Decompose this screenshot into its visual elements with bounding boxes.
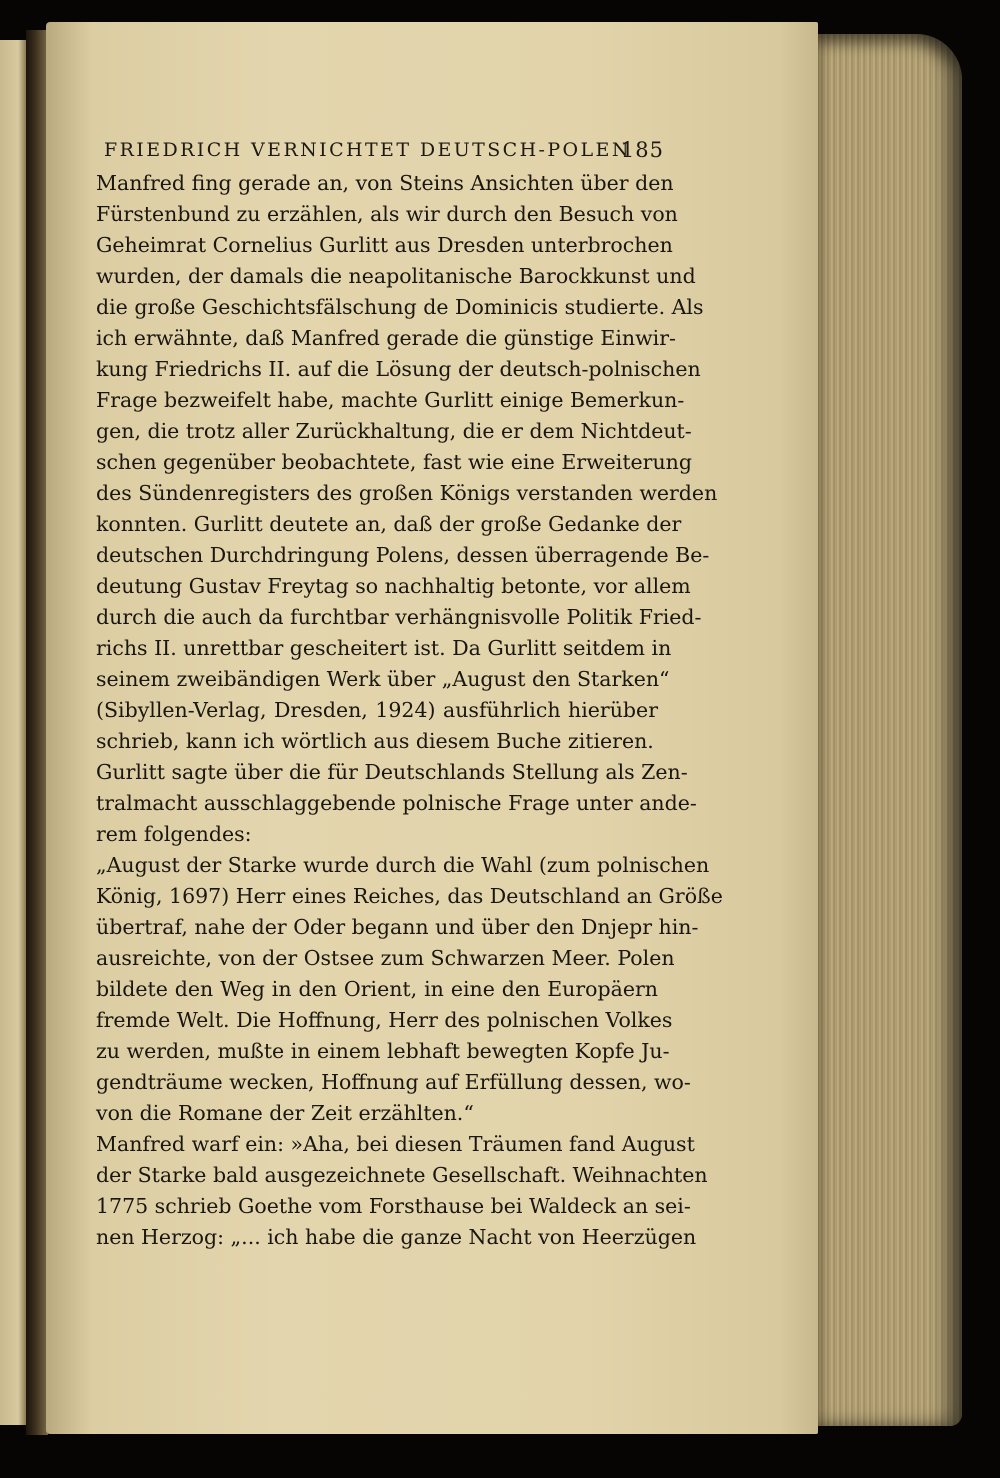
text-line: richs II. unrettbar gescheitert ist. Da Gurlitt seitdem in	[96, 636, 672, 660]
text-line: fremde Welt. Die Hoffnung, Herr des polnischen Volkes	[96, 1008, 673, 1032]
text-line: Manfred warf ein: »Aha, bei diesen Träumen fand August	[96, 1132, 695, 1156]
text-line: deutung Gustav Freytag so nachhaltig betonte, vor allem	[96, 574, 691, 598]
text-line: „August der Starke wurde durch die Wahl (zum polnischen	[96, 853, 710, 877]
text-line: Geheimrat Cornelius Gurlitt aus Dresden unterbrochen	[96, 233, 673, 257]
text-line: die große Geschichtsfälschung de Dominicis studierte. Als	[96, 295, 704, 319]
text-line: 1775 schrieb Goethe vom Forsthause bei Waldeck an sei-	[96, 1194, 691, 1218]
text-line: gen, die trotz aller Zurückhaltung, die er dem Nichtdeut-	[96, 419, 692, 443]
text-line: Gurlitt sagte über die für Deutschlands Stellung als Zen-	[96, 760, 688, 784]
running-head-title: FRIEDRICH VERNICHTET DEUTSCH-POLEN	[104, 139, 631, 161]
text-line: schen gegenüber beobachtete, fast wie eine Erweiterung	[96, 450, 693, 474]
text-line: rem folgendes:	[96, 822, 252, 846]
text-line: schrieb, kann ich wörtlich aus diesem Buche zitieren.	[96, 729, 654, 753]
text-line: wurden, der damals die neapolitanische Barockkunst und	[96, 264, 696, 288]
page-block-edges	[812, 34, 962, 1426]
text-line: konnten. Gurlitt deutete an, daß der große Gedanke der	[96, 512, 682, 536]
running-head	[96, 132, 664, 168]
text-line: ausreichte, von der Ostsee zum Schwarzen Meer. Polen	[96, 946, 675, 970]
text-line: der Starke bald ausgezeichnete Gesellschaft. Weihnachten	[96, 1163, 708, 1187]
text-line: Manfred fing gerade an, von Steins Ansichten über den	[96, 171, 674, 195]
text-line: von die Romane der Zeit erzählten.“	[96, 1101, 474, 1125]
book-gutter	[26, 30, 48, 1435]
page-text-block	[96, 132, 723, 1253]
text-line: seinem zweibändigen Werk über „August den Starken“	[96, 667, 670, 691]
facing-page-edge	[0, 40, 26, 1425]
text-line: durch die auch da furchtbar verhängnisvolle Politik Fried-	[96, 605, 702, 629]
text-line: gendträume wecken, Hoffnung auf Erfüllung dessen, wo-	[96, 1070, 691, 1094]
text-line: König, 1697) Herr eines Reiches, das Deutschland an Größe	[96, 884, 723, 908]
text-line: (Sibyllen-Verlag, Dresden, 1924) ausführlich hierüber	[96, 698, 658, 722]
text-line: bildete den Weg in den Orient, in eine den Europäern	[96, 977, 658, 1001]
page-number: 185	[620, 138, 664, 162]
text-line: Fürstenbund zu erzählen, als wir durch den Besuch von	[96, 202, 678, 226]
text-line: deutschen Durchdringung Polens, dessen überragende Be-	[96, 543, 710, 567]
text-line: des Sündenregisters des großen Königs verstanden werden	[96, 481, 718, 505]
text-line: übertraf, nahe der Oder begann und über den Dnjepr hin-	[96, 915, 699, 939]
body-text	[96, 168, 723, 1253]
text-line: tralmacht ausschlaggebende polnische Frage unter ande-	[96, 791, 697, 815]
text-line: kung Friedrichs II. auf die Lösung der deutsch-polnischen	[96, 357, 701, 381]
text-line: Frage bezweifelt habe, machte Gurlitt einige Bemerkun-	[96, 388, 685, 412]
text-line: zu werden, mußte in einem lebhaft bewegten Kopfe Ju-	[96, 1039, 670, 1063]
text-line: ich erwähnte, daß Manfred gerade die günstige Einwir-	[96, 326, 676, 350]
text-line: nen Herzog: „... ich habe die ganze Nacht von Heerzügen	[96, 1225, 697, 1249]
